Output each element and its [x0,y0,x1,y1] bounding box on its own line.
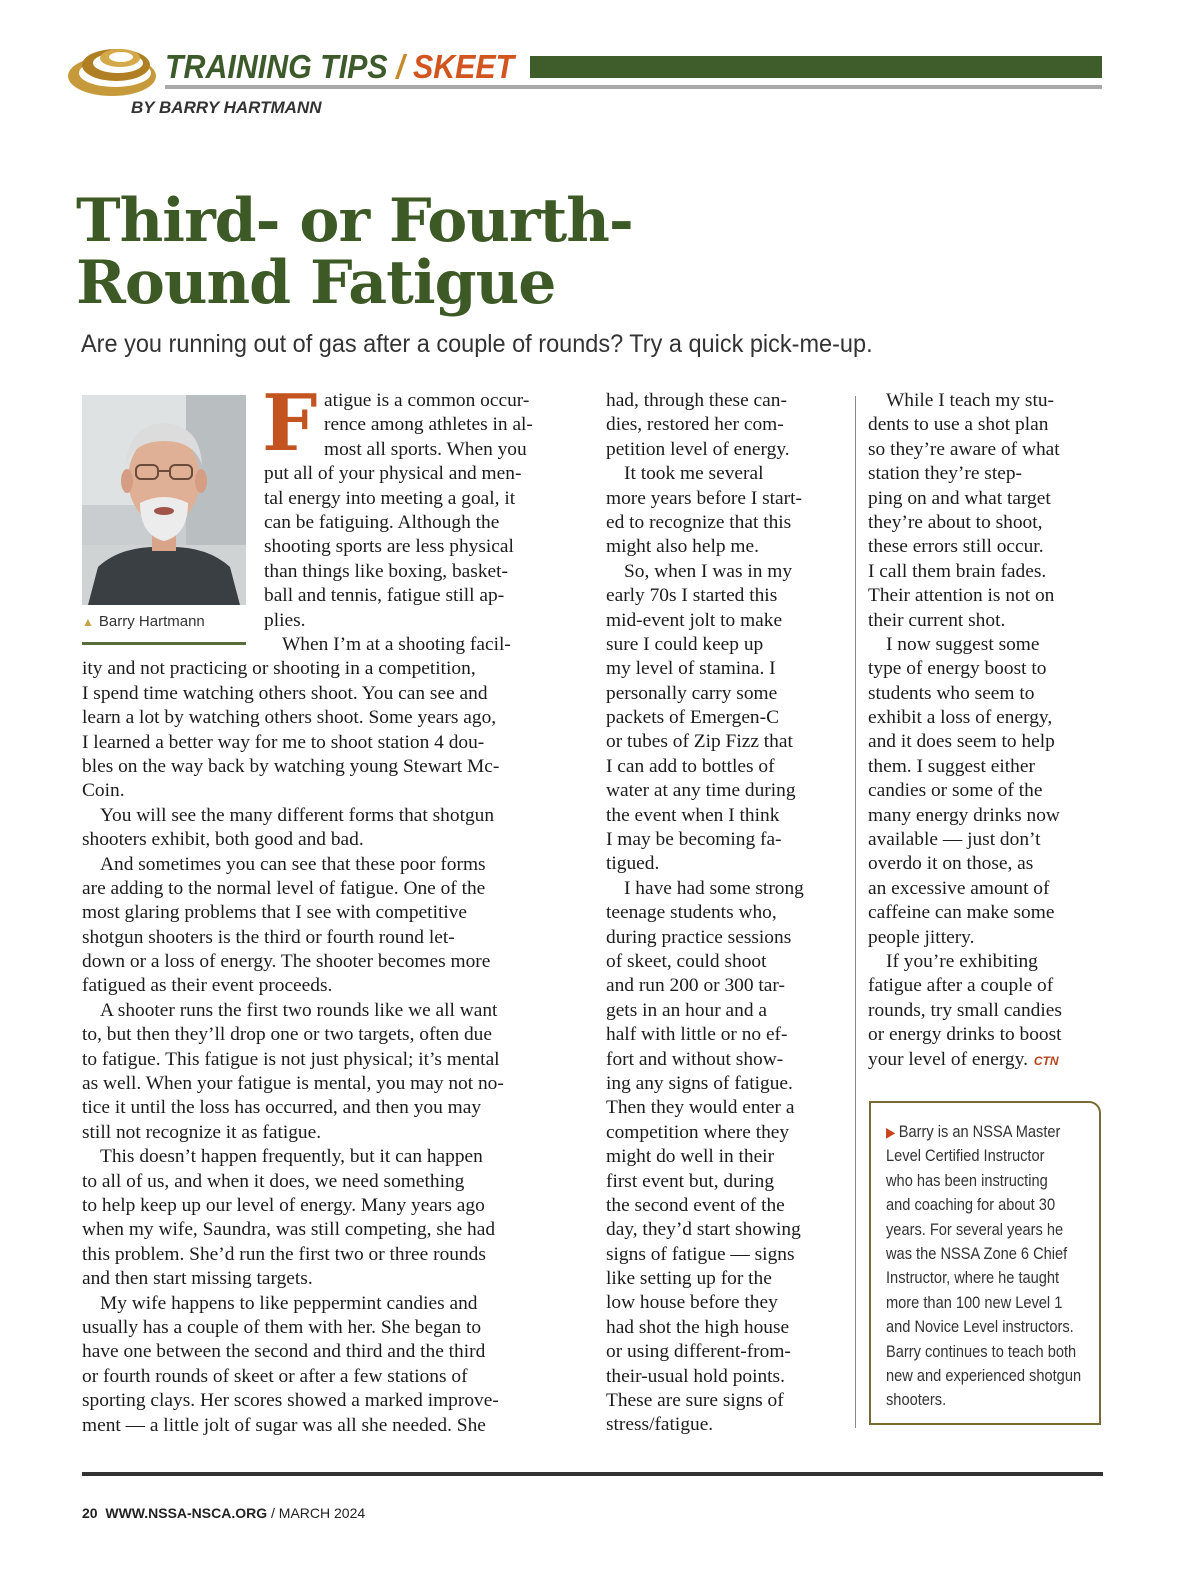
text-line: sporting clays. Her scores showed a marked improve- [82,1390,499,1412]
text-line: atigue is a common occur- [324,390,530,411]
text-line: personally carry some [606,682,778,704]
text-line: to, but then they’ll drop one or two targets, often due [82,1024,492,1046]
bio-line: Level Certified Instructor [886,1146,1045,1166]
text-line: tal energy into meeting a goal, it [264,487,516,509]
text-line: the second event of the [606,1194,785,1216]
text-line: or fourth rounds of skeet or after a few stations of [82,1365,468,1387]
text-line: ing any signs of fatigue. [606,1072,793,1094]
text-line: usually has a couple of them with her. She began to [82,1316,482,1338]
text-line: caffeine can make some [868,902,1055,924]
text-line: I spend time watching others shoot. You can see and [82,682,488,704]
column-divider [855,396,856,1428]
text-line: I may be becoming fa- [606,829,782,851]
text-line: their current shot. [868,609,1006,631]
text-line: the event when I think [606,804,780,826]
text-line: signs of fatigue — signs [606,1243,795,1265]
photo-caption [82,613,205,630]
text-line: to help keep up our level of energy. Many years ago [82,1194,485,1216]
text-line: to all of us, and when it does, we need something [82,1170,465,1192]
column-a-top [262,378,533,633]
text-line: ball and tennis, fatigue still ap- [264,585,505,607]
text-line: students who seem to [868,682,1035,704]
text-line: tigued. [606,853,660,875]
text-line: packets of Emergen-C [606,707,780,729]
text-line: day, they’d start showing [606,1219,801,1241]
text-line: I call them brain fades. [868,560,1047,582]
text-line: bles on the way back by watching young Stewart Mc- [82,755,500,777]
text-line: when my wife, Saundra, was still competing, she had [82,1219,496,1241]
bio-line: years. For several years he [886,1219,1064,1239]
text-line: I now suggest some [886,633,1040,655]
text-line: or using different-from- [606,1341,791,1363]
text-line: shooting sports are less physical [264,536,514,558]
column-c [868,389,1062,1072]
text-line: and it does seem to help [868,731,1055,753]
headline-line-1: Third- or Fourth- [76,186,633,256]
text-line: I have had some strong [624,877,804,899]
text-line: might also help me. [606,536,759,558]
text-line: When I’m at a shooting facil- [282,634,511,655]
byline: BY BARRY HARTMANN [131,98,322,117]
end-mark: CTN [1033,1053,1059,1068]
text-line: my level of stamina. I [606,658,776,680]
text-line: fatigue after a couple of [868,975,1054,997]
headline [76,186,776,318]
text-line: or energy drinks to boost [868,1024,1062,1046]
text-line: So, when I was in my [624,560,793,582]
text-line: sure I could keep up [606,633,764,655]
page-number: 20 [82,1505,98,1521]
text-line: fort and without show- [606,1048,784,1070]
text-line: mid-event jolt to make [606,609,783,631]
text-line: fatigued as their event proceeds. [82,975,333,997]
text-line: While I teach my stu- [886,390,1054,411]
text-line: most glaring problems that I see with competitive [82,902,468,924]
text-line: more years before I start- [606,487,802,509]
text-line: this problem. She’d run the first two or three rounds [82,1243,486,1265]
bio-line: and Novice Level instructors. [886,1317,1074,1337]
text-line: A shooter runs the first two rounds like we all want [100,999,498,1021]
author-photo [82,395,246,605]
header-rule [165,85,1102,89]
text-line: candies or some of the [868,780,1043,802]
text-line: ping on and what target [868,487,1051,509]
bio-line: shooters. [886,1390,947,1410]
text-line: can be fatiguing. Although the [264,511,500,533]
text-line: as well. When your fatigue is mental, you may not no- [82,1073,504,1095]
text-line: so they’re aware of what [868,438,1060,460]
text-line: had, through these can- [606,390,787,411]
text-line-end: your level of energy. [868,1048,1028,1070]
text-line: first event but, during [606,1170,775,1192]
triangle-up-icon: ▲ [82,615,94,629]
caption-text: Barry Hartmann [98,613,205,630]
text-line: ity and not practicing or shooting in a competition, [82,658,476,680]
text-line: type of energy boost to [868,658,1047,680]
text-line: an excessive amount of [868,877,1050,899]
text-line: shooters exhibit, both good and bad. [82,829,364,851]
text-line: This doesn’t happen frequently, but it can happen [100,1146,483,1168]
text-line: tice it until the loss has occurred, and then you may [82,1097,482,1119]
text-line: early 70s I started this [606,585,778,607]
text-line: most all sports. When you [324,438,527,460]
text-line: gets in an hour and a [606,999,768,1021]
column-b [606,389,804,1438]
bio-line: who has been instructing [886,1170,1048,1190]
text-line: like setting up for the [606,1268,772,1290]
text-line: learn a lot by watching others shoot. Some years ago, [82,707,497,729]
bio-line-text: Barry is an NSSA Master [898,1122,1061,1141]
text-line: them. I suggest either [868,755,1035,777]
text-line: to fatigue. This fatigue is not just physical; it’s mental [82,1048,500,1070]
text-line: stress/fatigue. [606,1414,714,1436]
text-line: these errors still occur. [868,536,1044,558]
text-line: available — just don’t [868,829,1041,851]
triangle-right-icon: ▶ [886,1124,896,1140]
text-line: or tubes of Zip Fizz that [606,731,793,753]
text-line: Then they would enter a [606,1097,795,1119]
subtitle: Are you running out of gas after a couple of rounds? Try a quick pick-me-up. [81,330,873,358]
text-line: petition level of energy. [606,438,790,460]
header-bar [530,56,1102,78]
text-line: station they’re step- [868,463,1022,485]
footer [82,1505,365,1521]
text-line: If you’re exhibiting [886,950,1038,972]
text-line: rounds, try small candies [868,999,1062,1021]
text-line [868,1048,1062,1072]
bio-line: new and experienced shotgun [886,1365,1082,1385]
text-line: are adding to the normal level of fatigue. One of the [82,877,486,899]
text-line: Their attention is not on [868,585,1055,607]
text-line: dies, restored her com- [606,414,784,436]
text-line: These are sure signs of [606,1390,784,1412]
text-line: put all of your physical and men- [264,463,522,485]
text-line: during practice sessions [606,926,792,948]
column-a [82,633,511,1438]
section-label: TRAINING TIPS [165,48,388,85]
bio-line: more than 100 new Level 1 [886,1292,1063,1312]
subsection-label: SKEET [412,48,515,85]
text-line: still not recognize it as fatigue. [82,1121,322,1143]
section-title [165,46,514,88]
text-line: And sometimes you can see that these poor forms [100,853,486,875]
bio-line: Instructor, where he taught [886,1268,1060,1288]
drop-cap: F [262,378,318,469]
text-line: ed to recognize that this [606,511,792,533]
text-line: they’re about to shoot, [868,511,1043,533]
section-separator: / [387,48,413,85]
bio-line: and coaching for about 30 [886,1195,1056,1215]
text-line: half with little or no ef- [606,1024,788,1046]
text-line: exhibit a loss of energy, [868,707,1053,729]
text-line: My wife happens to like peppermint candies and [100,1292,478,1314]
text-line: shotgun shooters is the third or fourth round let- [82,926,455,948]
text-line: competition where they [606,1121,790,1143]
clay-target-logo [66,40,158,102]
text-line: I learned a better way for me to shoot station 4 dou- [82,731,485,753]
text-line: rence among athletes in al- [324,414,533,436]
text-line: dents to use a shot plan [868,414,1049,436]
text-line: water at any time during [606,780,796,802]
bio-line: was the NSSA Zone 6 Chief [886,1243,1068,1263]
website-link[interactable]: WWW.NSSA-NSCA.ORG [105,1505,268,1521]
headline-line-2: Round Fatigue [76,248,556,318]
bio-line [886,1120,1081,1144]
text-line: down or a loss of energy. The shooter becomes more [82,951,491,973]
text-line: low house before they [606,1292,778,1314]
text-line: their-usual hold points. [606,1365,785,1387]
bio-line: Barry continues to teach both [886,1341,1077,1361]
text-line: overdo it on those, as [868,853,1034,875]
text-line: have one between the second and third and the third [82,1341,486,1363]
text-line: I can add to bottles of [606,755,775,777]
text-line: and run 200 or 300 tar- [606,975,785,997]
footer-rule [82,1472,1103,1476]
text-line: Coin. [82,780,125,802]
text-line: might do well in their [606,1146,775,1168]
text-line: had shot the high house [606,1316,790,1338]
text-line: plies. [264,609,306,631]
text-line: teenage students who, [606,902,777,924]
text-line: ment — a little jolt of sugar was all she needed. She [82,1414,486,1436]
text-line: many energy drinks now [868,804,1060,826]
text-line: and then start missing targets. [82,1268,313,1290]
text-line: It took me several [624,463,764,485]
text-line: of skeet, could shoot [606,950,767,972]
text-line: You will see the many different forms that shotgun [100,804,495,826]
bio-text [886,1120,1081,1413]
issue-date: / MARCH 2024 [271,1505,366,1521]
text-line: than things like boxing, basket- [264,560,508,582]
text-line: people jittery. [868,926,975,948]
